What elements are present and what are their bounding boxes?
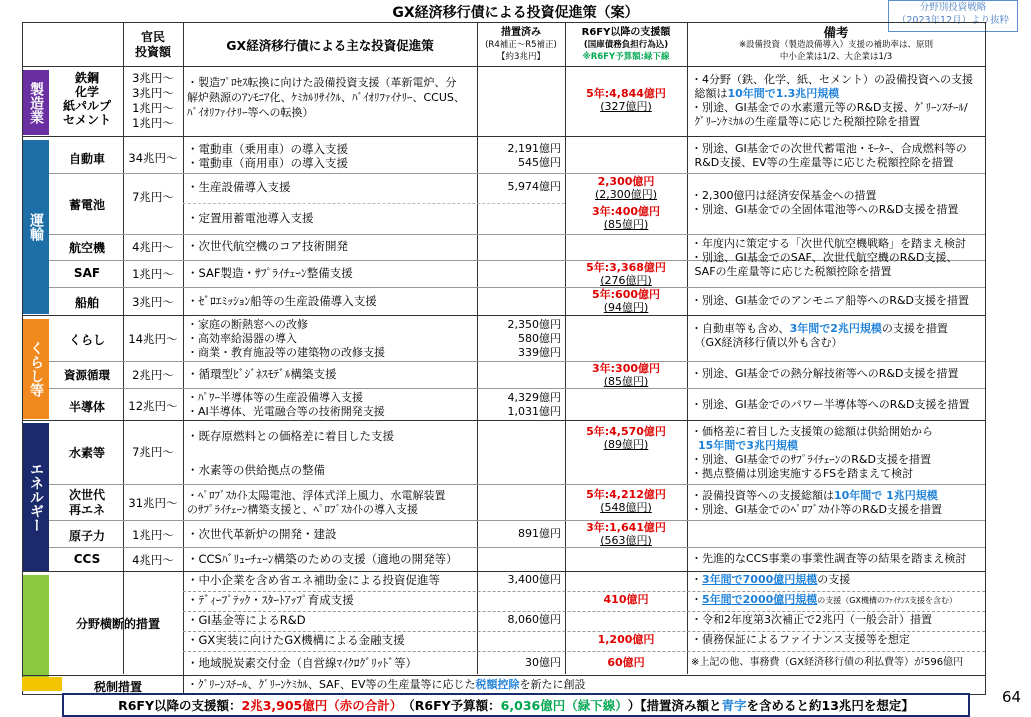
ship-policy: ・ｾﾞﾛｴﾐｯｼｮﾝ船等の生産設備導入支援	[187, 294, 377, 308]
recycle-note: ・別途、GI基金での熱分解技術等へのR&D支援を措置	[691, 367, 959, 380]
nuclear-policy: ・次世代革新炉の開発・建設	[187, 527, 337, 541]
header-r6	[565, 23, 688, 67]
mfg-note-line4: ｸﾞﾘｰﾝｹﾐｶﾙの生産量等に応じた税額控除を措置	[694, 115, 920, 128]
nuclear-r6-budget: (563億円)	[600, 534, 652, 547]
renew-note-2: ・別途、GI基金でのﾍﾟﾛﾌﾞｽｶｲﾄ等のR&D支援を措置	[691, 503, 942, 516]
ship-r6-amount: 5年:600億円	[591, 288, 660, 301]
cross-amt-3: 8,060億円	[507, 613, 561, 626]
mfg-categories	[53, 71, 121, 127]
cat-steel: 鉄鋼	[74, 71, 99, 85]
living-note-highlight: 3年間で2兆円規模	[789, 322, 882, 335]
header-done	[477, 23, 566, 67]
cross-note-1	[691, 573, 850, 587]
inv-paper: 1兆円～	[132, 101, 174, 115]
cross-note-4: ・債務保証によるファイナンス支援等を想定	[691, 633, 910, 646]
cross-policy-5: ・地域脱炭素交付金（自営線ﾏｲｸﾛｸﾞﾘｯﾄﾞ等）	[187, 656, 417, 670]
cross-policy-1: ・中小企業を含め省エネ補助金による投資促進等	[187, 573, 440, 587]
ship-note: ・別途、GI基金でのアンモニア船等へのR&D支援を措置	[691, 294, 970, 307]
auto-policy-1: ・電動車（乗用車）の導入支援	[187, 142, 348, 156]
auto-note-2: R&D支援、EV等の生産量等に応じた税額控除を措置	[694, 156, 954, 169]
hydrogen-r6-budget: (89億円)	[603, 438, 649, 451]
header-investment: 官民 投資額	[123, 23, 184, 67]
footer-summary	[62, 693, 970, 717]
group-cross	[23, 575, 49, 678]
living-amt-1: 2,350億円	[507, 318, 561, 331]
source-line2: （2023年12月）より抜粋	[896, 15, 1010, 26]
mfg-r6-amount: 5年:4,844億円	[586, 87, 666, 100]
living-note-1b: の支援を措置	[881, 322, 948, 335]
saf-policy: ・SAF製造・ｻﾌﾟﾗｲﾁｪｰﾝ整備支援	[187, 266, 353, 280]
header-remarks-sub1: ※設備投資（製造設備導入）支援の補助率は、原則	[738, 39, 934, 50]
cat-ship: 船舶	[74, 296, 99, 310]
auto-note-1: ・別途、GI基金での次世代蓄電池・ﾓｰﾀｰ、合成燃料等の	[691, 142, 967, 155]
mfg-policy-line1: ・製造ﾌﾟﾛｾｽ転換に向けた設備投資支援（革新電炉、分	[187, 76, 457, 89]
footer-end: を含めると約13兆円を想定】	[746, 698, 914, 713]
saf-r6	[565, 261, 687, 287]
cat-cross: 分野横断的措置	[75, 617, 160, 631]
living-note-1a: ・自動車等も含め、	[691, 322, 790, 335]
cross-r6-5: 60億円	[607, 656, 645, 669]
semi-policy-1: ・ﾊﾟﾜｰ半導体等の生産設備導入支援	[187, 391, 363, 404]
cat-auto: 自動車	[68, 152, 105, 166]
group-energy: エネルギー	[23, 423, 49, 571]
tax-policy-post: を新たに創設	[519, 678, 586, 691]
footer-label: R6FY以降の支援額：	[118, 698, 242, 713]
tax-policy-highlight: 税額控除	[475, 678, 520, 691]
renew-r6-amount: 5年:4,212億円	[586, 488, 666, 501]
battery-policy-1: ・生産設備導入支援	[187, 180, 291, 194]
recycle-r6-amount: 3年:300億円	[591, 362, 660, 375]
renew-policy	[187, 489, 446, 517]
cross-policy-3: ・GI基金等によるR&D	[187, 613, 306, 627]
renew-policy-1: ・ﾍﾟﾛﾌﾞｽｶｲﾄ太陽電池、浮体式洋上風力、水電解装置	[187, 489, 446, 502]
inv-ccs: 4兆円～	[132, 553, 174, 567]
ship-r6-budget: (94億円)	[603, 301, 649, 314]
renew-note-1a: ・設備投資等への支援総額は	[691, 489, 834, 502]
cat-living: くらし	[68, 333, 105, 347]
semi-amt-2: 1,031億円	[507, 405, 561, 418]
hydrogen-note-3: ・拠点整備は別途実施するFSを踏まえて検討	[691, 467, 914, 480]
semi-amounts	[479, 391, 561, 419]
inv-aircraft: 4兆円～	[132, 240, 174, 254]
cat-chemical: 化学	[74, 85, 99, 99]
cat-aircraft: 航空機	[68, 241, 105, 255]
cross-note-1-blue: 3年間で7000億円規模	[702, 573, 818, 586]
aircraft-note: ・年度内に策定する「次世代航空機戦略」を踏まえ検討	[691, 237, 966, 250]
semi-policy	[187, 391, 385, 419]
living-note	[691, 322, 948, 350]
auto-note	[691, 142, 967, 170]
inv-living: 14兆円～	[128, 332, 178, 346]
living-amt-2: 580億円	[518, 332, 561, 345]
mfg-note-line2a: 総額は	[694, 87, 728, 100]
page-title: GX経済移行債による投資促進策（案）	[392, 5, 639, 21]
cat-cement: セメント	[62, 113, 111, 127]
cat-tax: 税制措置	[93, 680, 142, 694]
header-done-sub1: (R4補正～R5補正)	[485, 39, 557, 50]
source-line1: 分野別投資戦略	[919, 2, 987, 13]
mfg-r6-budget: (327億円)	[600, 100, 652, 113]
header-r6-sub1: (国庫債務負担行為込)	[583, 39, 669, 50]
living-policy-2: ・高効率給湯器の導入	[187, 332, 297, 345]
battery-policy-2: ・定置用蓄電池導入支援	[187, 211, 314, 225]
cross-r6-4: 1,200億円	[597, 633, 655, 646]
battery-r6a-amount: 2,300億円	[597, 175, 655, 188]
renew-policy-2: のｻﾌﾟﾗｲﾁｪｰﾝ構築支援と、ﾍﾟﾛﾌﾞｽｶｲﾄの導入支援	[187, 503, 418, 516]
battery-r6a-budget: (2,300億円)	[594, 188, 658, 201]
mfg-note-line3: ・別途、GI基金での水素還元等のR&D支援、ｸﾞﾘｰﾝｽﾁｰﾙ/	[691, 101, 968, 114]
auto-policy-2: ・電動車（商用車）の導入支援	[187, 156, 348, 170]
hydrogen-r6-amount: 5年:4,570億円	[586, 425, 666, 438]
hydrogen-note-1: ・価格差に着目した支援策の総額は供給開始から	[691, 425, 933, 438]
page-number: 64	[1002, 688, 1022, 706]
living-policy-3: ・商業・教育施設等の建築物の改修支援	[187, 346, 385, 359]
policy-table	[22, 22, 986, 695]
cross-note-3: ・令和2年度第3次補正で2兆円（一般会計）措置	[691, 613, 932, 626]
saf-note-1: ・別途、GI基金でのSAF、次世代航空機のR&D支援、	[691, 251, 958, 264]
inv-cement: 1兆円～	[132, 116, 174, 130]
inv-ship: 3兆円～	[132, 295, 174, 309]
living-amt-3: 339億円	[518, 346, 561, 359]
auto-amounts	[479, 142, 561, 170]
nuclear-amt: 891億円	[518, 527, 561, 540]
cross-note-2-pre: ・	[691, 593, 702, 606]
renew-r6-budget: (548億円)	[600, 501, 652, 514]
inv-renewables: 31兆円～	[128, 496, 178, 510]
inv-saf: 1兆円～	[132, 267, 174, 281]
saf-r6-budget: (276億円)	[600, 274, 652, 287]
mfg-note-line1: ・4分野（鉄、化学、紙、セメント）の設備投資への支援	[691, 73, 973, 86]
hydrogen-note-2: ・別途、GI基金でのｻﾌﾟﾗｲﾁｪｰﾝのR&D支援を措置	[691, 453, 931, 466]
battery-note-1: ・2,300億円は経済安保基金への措置	[691, 189, 877, 202]
living-policy-1: ・家庭の断熱窓への改修	[187, 318, 308, 331]
recycle-policy: ・循環型ﾋﾞｼﾞﾈｽﾓﾃﾞﾙ構築支援	[187, 367, 337, 381]
auto-amt-1: 2,191億円	[507, 142, 561, 155]
header-policy: GX経済移行債による主な投資促進策	[183, 23, 478, 67]
cross-amt-5: 30億円	[525, 656, 561, 669]
header-remarks-sub2: 中小企業は1/2、大企業は1/3	[779, 51, 893, 62]
battery-note	[691, 189, 958, 217]
footer-total-green: 6,036億円（緑下線）	[500, 698, 628, 713]
battery-r6b-amount: 3年:400億円	[591, 205, 660, 218]
tax-marker	[22, 677, 62, 691]
header-blank	[23, 23, 124, 67]
cat-nuclear: 原子力	[68, 529, 105, 543]
hydrogen-policy-1: ・既存原燃料との価格差に着目した支援	[187, 429, 394, 443]
inv-semi: 12兆円～	[128, 399, 178, 413]
recycle-r6	[565, 362, 687, 388]
mfg-r6	[565, 87, 687, 113]
header-r6-label: R6FY以降の支援額	[581, 26, 671, 38]
footer-budget-label: （R6FY予算額：	[402, 698, 501, 713]
battery-note-2: ・別途、GI基金での全固体電池等へのR&D支援を措置	[691, 203, 959, 216]
battery-r6b-budget: (85億円)	[603, 218, 649, 231]
renew-note-highlight: 10年間で 1兆円規模	[834, 489, 938, 502]
cross-r6-2: 410億円	[603, 593, 649, 606]
aircraft-policy: ・次世代航空機のコア技術開発	[187, 239, 348, 253]
group-living: くらし等	[23, 319, 49, 419]
cat-recycle: 資源循環	[64, 368, 110, 382]
cat-renewables	[53, 488, 121, 518]
renew-note	[691, 489, 942, 517]
footer-mid: ）【措置済み額と	[627, 698, 722, 713]
header-done-sub2: 【約3兆円】	[497, 51, 545, 62]
saf-note	[691, 251, 958, 279]
saf-r6-amount: 5年:3,368億円	[586, 261, 666, 274]
cross-policy-2: ・ﾃﾞｨｰﾌﾟﾃｯｸ・ｽﾀｰﾄｱｯﾌﾟ育成支援	[187, 593, 354, 607]
cat-semi: 半導体	[68, 400, 105, 414]
semi-policy-2: ・AI半導体、光電融合等の技術開発支援	[187, 405, 385, 418]
mfg-note	[691, 73, 973, 129]
header-remarks	[687, 23, 985, 67]
hydrogen-note	[691, 425, 933, 481]
nuclear-r6	[565, 521, 687, 547]
cat-paper: 紙パルプ	[62, 99, 111, 113]
header-done-label: 措置済み	[501, 26, 541, 38]
inv-chemical: 3兆円～	[132, 86, 174, 100]
header-remarks-label: 備考	[823, 24, 849, 40]
ccs-note: ・先進的なCCS事業の事業性調査等の結果を踏まえ検討	[691, 552, 967, 565]
tax-policy-pre: ・ｸﾞﾘｰﾝｽﾁｰﾙ、ｸﾞﾘｰﾝｹﾐｶﾙ、SAF、EV等の生産量等に応じた	[187, 678, 476, 691]
inv-auto: 34兆円～	[128, 151, 178, 165]
cat-ccs: CCS	[73, 552, 101, 566]
cat-renewables-2: 再エネ	[68, 503, 105, 517]
cat-renewables-1: 次世代	[68, 488, 105, 502]
living-amounts	[479, 318, 561, 360]
footer-total-red: 2兆3,905億円（赤の合計）	[241, 698, 403, 713]
hydrogen-policy-2: ・水素等の供給拠点の整備	[187, 463, 325, 477]
living-note-2: （GX経済移行債以外も含む）	[694, 336, 843, 349]
cat-saf: SAF	[73, 266, 101, 280]
battery-r6a	[565, 175, 687, 201]
battery-amt: 5,974億円	[507, 180, 561, 193]
saf-note-2: SAFの生産量等に応じた税額控除を措置	[694, 265, 892, 278]
hydrogen-note-highlight: 15年間で3兆円規模	[698, 439, 798, 452]
mfg-note-highlight: 10年間で1.3兆円規模	[727, 87, 840, 100]
semi-note: ・別途、GI基金でのパワー半導体等へのR&D支援を措置	[691, 398, 970, 411]
semi-amt-1: 4,329億円	[507, 391, 561, 404]
inv-battery: 7兆円～	[132, 190, 174, 204]
cat-hydrogen: 水素等	[68, 446, 105, 460]
cross-note-1-post: の支援	[817, 573, 851, 586]
inv-nuclear: 1兆円～	[132, 528, 174, 542]
group-manufacturing: 製造業	[23, 70, 49, 135]
header-r6-sub2: ※R6FY予算額:緑下線	[582, 51, 670, 62]
cross-note-2-blue: 5年間で2000億円規模	[702, 593, 818, 606]
mfg-policy	[187, 75, 465, 120]
battery-r6b	[565, 205, 687, 231]
footer-blue-word: 青字	[721, 698, 747, 713]
recycle-r6-budget: (85億円)	[603, 375, 649, 388]
auto-amt-2: 545億円	[518, 156, 561, 169]
ccs-policy: ・CCSﾊﾞﾘｭｰﾁｪｰﾝ構築のための支援（適地の開発等）	[187, 552, 458, 566]
tax-policy	[187, 678, 586, 692]
cross-note-2	[691, 593, 957, 608]
living-policy	[187, 318, 385, 360]
inv-hydrogen: 7兆円～	[132, 445, 174, 459]
inv-steel: 3兆円～	[132, 71, 174, 85]
mfg-investment	[123, 71, 183, 131]
mfg-policy-line2: 解炉熱源のｱﾝﾓﾆｱ化、ｹﾐｶﾙﾘｻｲｸﾙ、ﾊﾞｲｵﾘﾌｧｲﾅﾘｰ、CCUS、	[187, 91, 465, 104]
cross-note-1-pre: ・	[691, 573, 702, 586]
nuclear-r6-amount: 3年:1,641億円	[586, 521, 666, 534]
cat-battery: 蓄電池	[68, 198, 105, 212]
group-transport: 運輸	[23, 140, 49, 314]
hydrogen-r6	[565, 425, 687, 451]
cross-policy-4: ・GX実装に向けたGX機構による金融支援	[187, 633, 405, 647]
inv-recycle: 2兆円～	[132, 368, 174, 382]
cross-note-5: ※上記の他、事務費（GX経済移行債の利払費等）が596億円	[691, 657, 964, 668]
cross-amt-1: 3,400億円	[507, 573, 561, 586]
renew-r6	[565, 488, 687, 514]
mfg-policy-line3: ﾊﾞｲｵﾘﾌｧｲﾅﾘｰ等への転換）	[187, 106, 314, 119]
ship-r6	[565, 288, 687, 314]
auto-policy	[187, 142, 348, 170]
cross-note-2-post: の支援（GX機構のﾌｧｲﾅﾝｽ支援を含む）	[817, 596, 957, 605]
